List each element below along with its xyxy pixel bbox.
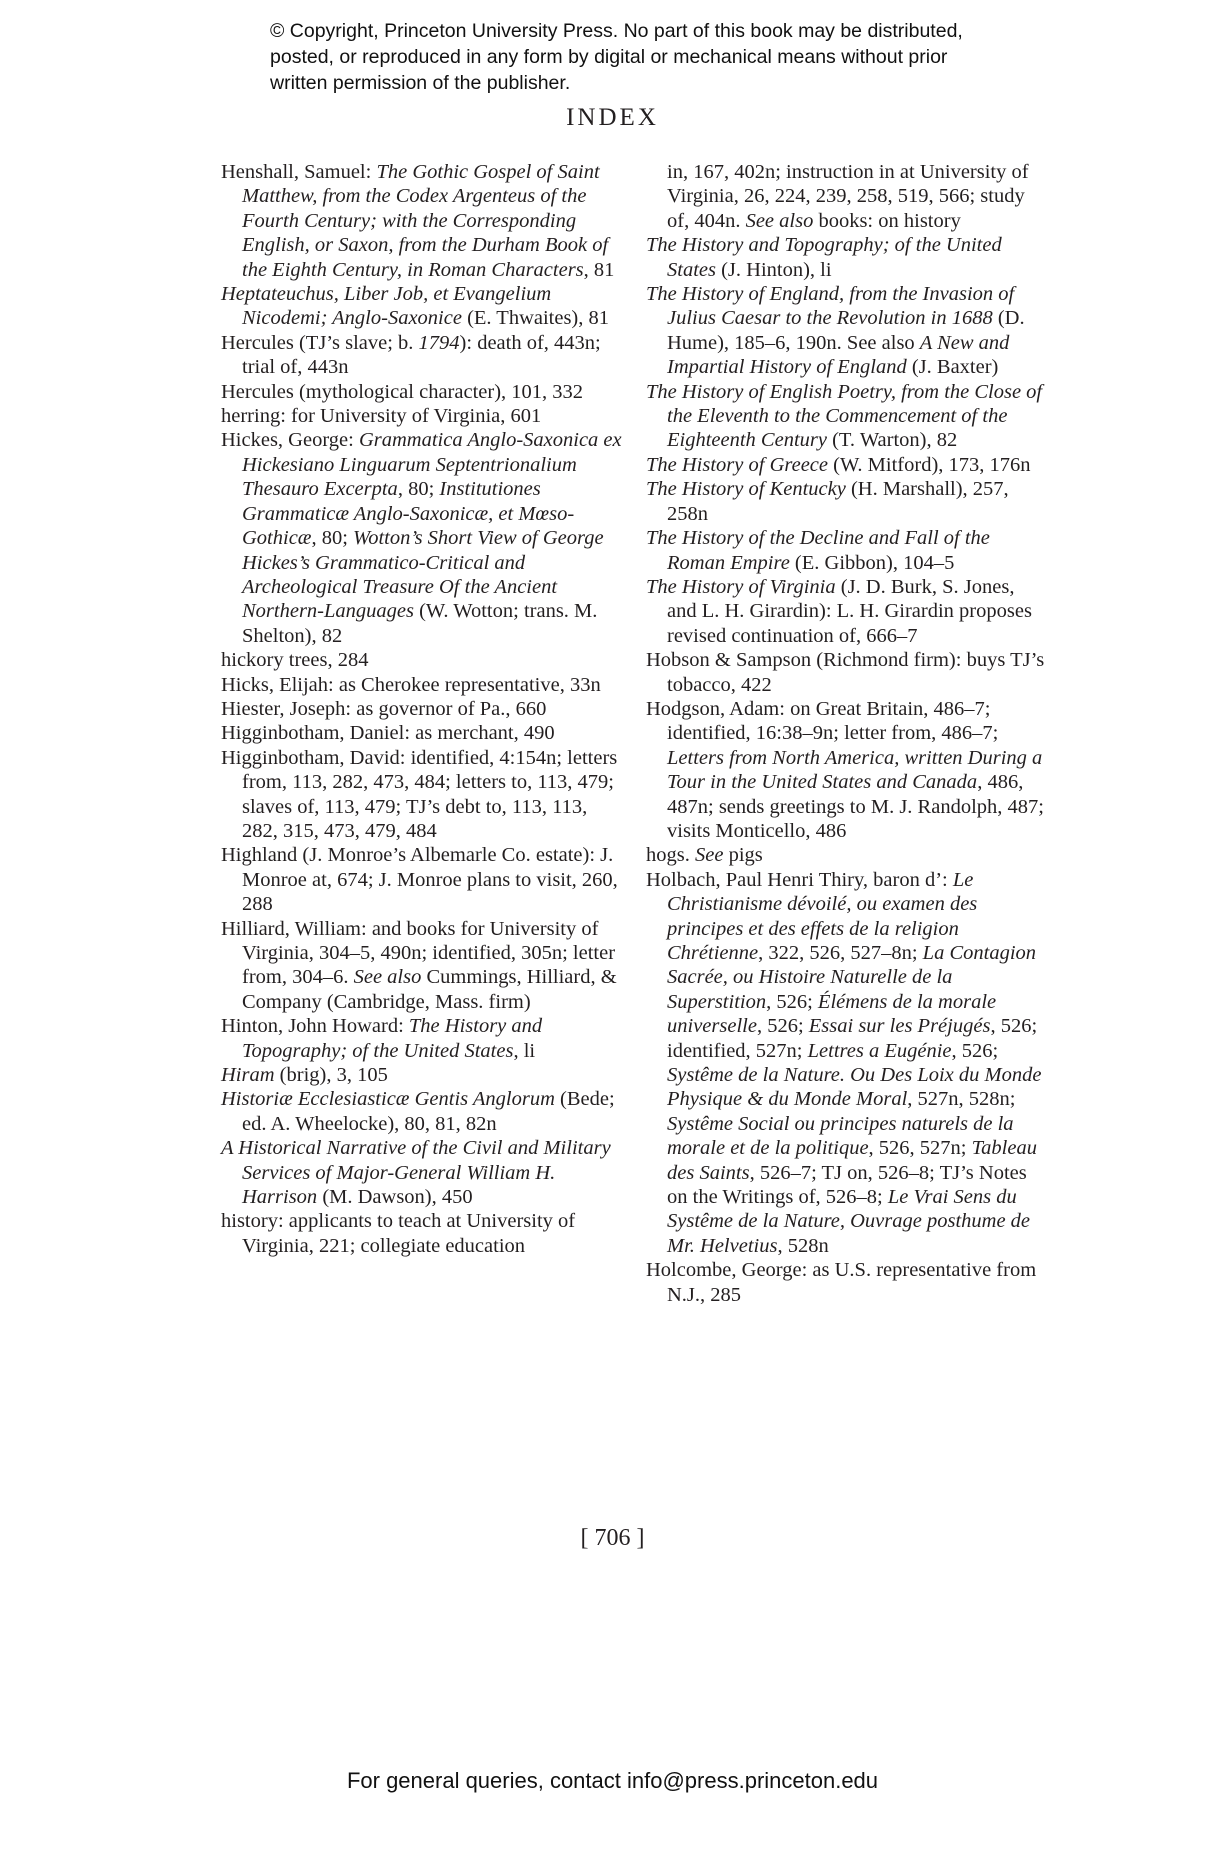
copyright-notice: © Copyright, Princeton University Press. No part of this book may be distributed, posted, or reproduced in any form by digital or mechanical means without prior written permission of the publisher. <box>270 20 963 94</box>
index-entry <box>221 1136 626 1209</box>
index-entry-text: history: applicants to teach at University of Virginia, 221; collegiate education <box>221 1210 576 1257</box>
index-entry <box>221 917 626 1015</box>
index-entry <box>221 1063 626 1087</box>
index-entry-text: (E. Thwaites), 81 <box>461 307 610 330</box>
index-entry-text: hogs. <box>646 844 695 867</box>
index-entry-text: (W. Mitford), 173, 176n <box>828 453 1031 476</box>
index-entry <box>221 673 626 697</box>
index-entry-text: Higginbotham, Daniel: as merchant, 490 <box>221 722 555 745</box>
index-entry-text: , 528n <box>777 1234 829 1257</box>
index-entry <box>221 282 626 331</box>
index-entry-text: , 526; <box>951 1039 999 1062</box>
index-entry-title: Le Vrai Sens du Systême de la Nature, Ouvrage posthume de Mr. Helvetius <box>667 1186 1031 1257</box>
index-entry-text: , 527n, 528n; <box>907 1088 1016 1111</box>
index-entry-text: , 526; <box>766 990 818 1013</box>
index-entry-title: Letters from North America, written During a Tour in the United States and Canada <box>667 746 1043 794</box>
index-entry <box>221 1014 626 1063</box>
index-entry-text: Hobson & Sampson (Richmond firm): buys TJ’s tobacco, 422 <box>646 649 1045 696</box>
index-entry-title: Heptateuchus, Liber Job, et Evangelium Nicodemi; Anglo-Saxonice <box>221 283 552 330</box>
index-entry <box>646 575 1046 648</box>
index-entry-title: The History of Kentucky <box>646 478 846 501</box>
index-entry-text: in, 167, 402n; instruction in at University of Virginia, 26, 224, 239, 258, 519, 566; study of, 404n. <box>667 161 1029 232</box>
index-entry-text: Hiester, Joseph: as governor of Pa., 660 <box>221 697 547 720</box>
index-entry-text: (Bede; ed. A. Wheelocke), 80, 81, 82n <box>242 1088 615 1135</box>
index-entry-text: Hicks, Elijah: as Cherokee representative, 33n <box>221 673 601 696</box>
index-entry-text: Holcombe, George: as U.S. representative from N.J., 285 <box>646 1259 1037 1306</box>
index-column-left <box>221 160 626 1258</box>
index-entry-title: Hiram <box>221 1064 275 1087</box>
index-entry-text: hickory trees, 284 <box>221 649 369 672</box>
index-entry-title: See also <box>745 209 814 232</box>
index-entry <box>221 331 626 380</box>
index-entry-text: (brig), 3, 105 <box>274 1064 388 1087</box>
index-entry-text: (T. Warton), 82 <box>826 429 958 452</box>
index-entry <box>221 1087 626 1136</box>
index-entry-text: Hinton, John Howard: <box>221 1015 409 1038</box>
index-entry <box>646 282 1046 380</box>
index-entry-text: , 81 <box>583 258 615 281</box>
index-entry <box>221 746 626 844</box>
index-entry-text: (M. Dawson), 450 <box>317 1186 473 1209</box>
index-entry-text: herring: for University of Virginia, 601 <box>221 405 542 428</box>
index-entry-title: A Historical Narrative of the Civil and Military Services of Major-General William H. Harrison <box>221 1137 611 1209</box>
index-entry-text: , 526–7; TJ on, 526–8; TJ’s Notes on the Writings of, 526–8; <box>667 1161 1027 1209</box>
index-entry <box>646 648 1046 697</box>
index-entry-text: Hercules (mythological character), 101, 332 <box>221 380 584 403</box>
index-entry-text: Henshall, Samuel: <box>221 161 377 183</box>
index-entry-title: Systême Social ou principes naturels de la morale et de la politique <box>667 1112 1014 1160</box>
index-entry-title: Élémens de la morale universelle <box>667 990 997 1038</box>
index-entry-text: , 526; identified, 527n; <box>667 1015 1038 1062</box>
index-entry-title: Le Christianisme dévoilé, ou examen des principes et des effets de la religion Chrétienne <box>667 868 978 964</box>
index-entry-text: pigs <box>723 844 763 867</box>
index-entry-title: Systême de la Nature. Ou Des Loix du Monde Physique & du Monde Moral <box>667 1064 1042 1111</box>
index-entry-title: Lettres a Eugénie <box>807 1039 952 1062</box>
index-entry <box>646 477 1046 526</box>
index-entry-title: The History of Virginia <box>646 575 836 598</box>
index-column-right <box>646 160 1046 1307</box>
index-entry-title: La Contagion Sacrée, ou Histoire Naturelle de la Superstition <box>667 942 1037 1013</box>
index-entry-title: 1794 <box>418 331 460 354</box>
page-number: [ 706 ] <box>580 1525 645 1551</box>
index-entry-title: The History and Topography; of the United States <box>242 1015 543 1062</box>
footer-contact: For general queries, contact info@press.princeton.edu <box>346 1768 879 1793</box>
index-entry <box>646 843 1046 867</box>
index-entry-text: Highland (J. Monroe’s Albemarle Co. estate): J. Monroe at, 674; J. Monroe plans to visit, 260, 288 <box>221 844 618 916</box>
index-entry-title: Essai sur les Préjugés <box>808 1015 991 1038</box>
index-entry-title: The History of England, from the Invasion of Julius Caesar to the Revolution in 1688 <box>646 283 1015 330</box>
index-entry-text: Hercules (TJ’s slave; b. <box>221 331 419 354</box>
index-entry-text: , 526, 527n; <box>868 1137 972 1160</box>
index-entry <box>646 1258 1046 1307</box>
index-entry <box>221 843 626 916</box>
index-entry-title: Wotton’s Short View of George Hickes’s Grammatico-Critical and Archeological Treasure Of the Ancient Northern-Languages <box>242 527 604 623</box>
index-entry-title: See also <box>353 966 422 989</box>
index-entry <box>646 160 1046 233</box>
index-entry-title: See <box>694 844 724 867</box>
index-entry-title: The History of English Poetry, from the Close of the Eleventh to the Commencement of the Eighteenth Century <box>646 380 1043 452</box>
index-entry <box>221 648 626 672</box>
index-entry-text: (H. Marshall), 257, 258n <box>667 478 1009 525</box>
index-entry <box>221 428 626 648</box>
index-entry-text: Hilliard, William: and books for University of Virginia, 304–5, 490n; identified, 305n; letter from, 304–6. <box>221 917 616 989</box>
running-head: INDEX <box>566 104 659 131</box>
index-entry-text: Hickes, George: <box>221 429 359 452</box>
index-entry-title: Historiæ Ecclesiasticæ Gentis Anglorum <box>221 1088 555 1111</box>
index-entry-title: Institutiones Grammaticæ Anglo-Saxonicæ, et Mœso-Gothicæ <box>242 478 575 550</box>
index-entry <box>646 453 1046 477</box>
index-entry-title: The History of the Decline and Fall of the Roman Empire <box>646 527 990 574</box>
index-entry-title: The History and Topography; of the United States <box>646 234 1002 281</box>
index-entry-text: , 486, 487n; sends greetings to M. J. Randolph, 487; visits Monticello, 486 <box>667 771 1044 842</box>
index-entry <box>646 233 1046 282</box>
index-entry-title: Tableau des Saints <box>667 1137 1037 1184</box>
index-entry <box>221 1209 626 1258</box>
index-entry-text: ): death of, 443n; trial of, 443n <box>242 331 601 379</box>
index-entry-title: Grammatica Anglo-Saxonica ex Hickesiano Linguarum Septentrionalium Thesauro Excerpta <box>242 429 622 501</box>
index-entry <box>221 160 626 282</box>
index-entry-text: (J. Hinton), li <box>715 258 832 281</box>
index-entry-text: books: on history <box>813 209 961 232</box>
index-entry-text: (D. Hume), 185–6, 190n. See also <box>667 307 1025 354</box>
index-entry-text: , 80; <box>311 527 354 550</box>
index-entry-text: (J. Baxter) <box>906 356 999 379</box>
index-entry-text: (J. D. Burk, S. Jones, and L. H. Girardin): L. H. Girardin proposes revised continuation of, 666–7 <box>667 575 1032 647</box>
index-entry-text: Higginbotham, David: identified, 4:154n; letters from, 113, 282, 473, 484; letters to, 113, 479; slaves of, 113, 479; TJ’s debt to, 113, 113, 282, 315, 473, 479, 484 <box>221 746 618 842</box>
index-entry-title: A New and Impartial History of England <box>667 331 1010 379</box>
index-entry <box>221 404 626 428</box>
index-entry <box>646 380 1046 453</box>
index-entry <box>646 868 1046 1259</box>
index-entry <box>646 526 1046 575</box>
index-entry-text: (E. Gibbon), 104–5 <box>789 551 955 574</box>
index-entry-title: The Gothic Gospel of Saint Matthew, from the Codex Argenteus of the Fourth Century; with the Corresponding English, or Saxon, from the Durham Book of the Eighth Century, in Roman Characters <box>242 161 609 281</box>
index-entry <box>221 380 626 404</box>
index-entry-text: , 322, 526, 527–8n; <box>758 942 923 964</box>
index-entry <box>646 697 1046 843</box>
index-entry-text: Hodgson, Adam: on Great Britain, 486–7; identified, 16:38–9n; letter from, 486–7; <box>646 697 999 745</box>
index-entry <box>221 721 626 745</box>
index-entry-text: , li <box>513 1039 536 1062</box>
index-entry <box>221 697 626 721</box>
index-entry-text: (W. Wotton; trans. M. Shelton), 82 <box>242 600 598 647</box>
index-entry-text: Holbach, Paul Henri Thiry, baron d’: <box>646 868 953 891</box>
index-entry-title: The History of Greece <box>646 453 828 476</box>
index-entry-text: , 526; <box>756 1015 809 1038</box>
index-entry-text: , 80; <box>397 478 440 501</box>
index-entry-text: Cummings, Hilliard, & Company (Cambridge, Mass. firm) <box>242 966 617 1013</box>
